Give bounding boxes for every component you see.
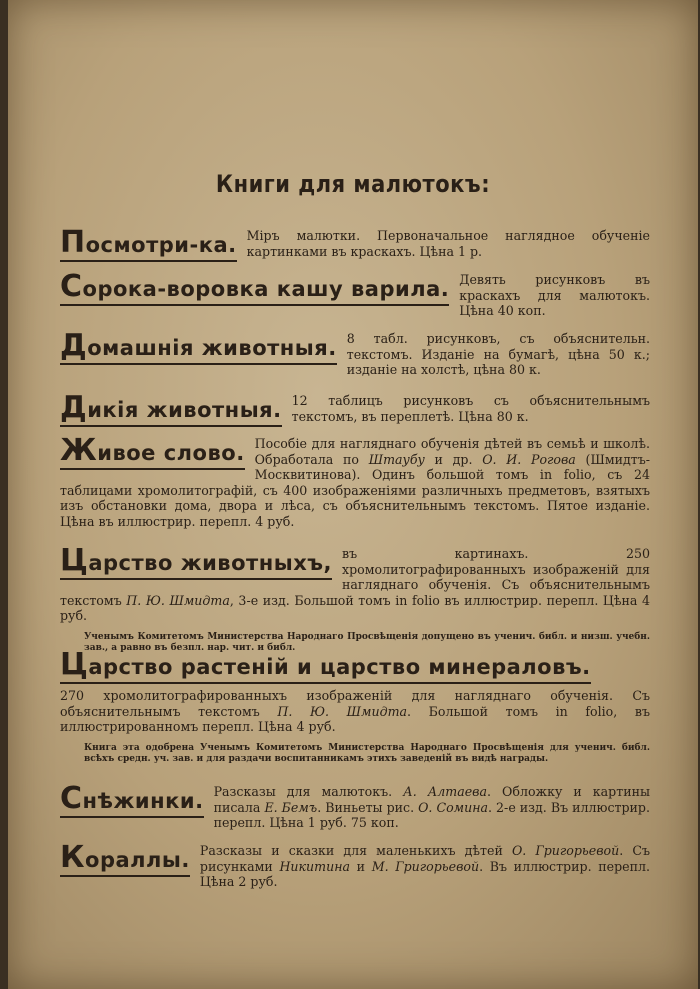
book-description: Разсказы для малютокъ. А. Алтаева. Обложку и картины писала Е. Бемъ. Виньеты рис. О. Сомина. 2-е изд. Въ иллюстрир. перепл. Цѣна 1 руб. 75 коп. [213, 784, 651, 831]
list-item [60, 328, 650, 378]
approval-note: Ученымъ Комитетомъ Министерства Народнаго Просвѣщенія допущено въ ученич. библ. и низш. учебн. зав., а равно въ безпл. нар. чит. и библ. [84, 631, 650, 654]
book-title: Дикія животныя. [60, 390, 282, 425]
author-name: О. Сомина [418, 799, 489, 815]
book-title: Живое слово. [60, 433, 245, 468]
book-description: 270 хромолитографированныхъ изображеній для нагляднаго обученія. Съ объяснительнымъ текстомъ П. Ю. Шмидта. Большой томъ in folio, въ иллюстрированномъ перепл. Цѣна 4 руб. [60, 688, 650, 735]
book-description: Пособіе для нагляднаго обученія дѣтей въ семьѣ и школѣ. Обработала по Штаубу и др. О. И. Роговa (Шмидтъ-Москвитинова). Одинъ большой томъ in folio, съ 24 таблицами хромолитографій, съ 400 изображеніями различныхъ предметовъ, взятыхъ изъ обстановки дома, двора и лѣса, съ объяснительнымъ текстомъ. Пятое изданіе. Цѣна въ иллюстрир. перепл. 4 руб. [60, 436, 650, 529]
book-title: Домашнія животныя. [60, 328, 337, 363]
list-item [60, 781, 651, 831]
book-description: Девять рисунковъ въ краскахъ для малютокъ. Цѣна 40 коп. [459, 272, 650, 319]
book-title: Посмотри-ка. [60, 225, 237, 260]
list-item [60, 647, 650, 766]
author-name: П. Ю. Шмидта [126, 592, 230, 608]
book-description: Разсказы и сказки для маленькихъ дѣтей О. Григорьевой. Съ рисунками Никитина и М. Григорьевой. Въ иллюстрир. перепл. Цѣна 2 руб. [199, 843, 651, 890]
list-item [60, 225, 650, 262]
book-description: Міръ малютки. Первоначальное наглядное обученіе картинками въ краскахъ. Цѣна 1 р. [246, 228, 650, 259]
book-page [8, 0, 698, 989]
author-name: О. Григорьевой [511, 843, 620, 858]
author-name: Никитина [279, 858, 351, 874]
list-item [60, 390, 650, 427]
list-item [60, 269, 650, 319]
list-item [60, 543, 650, 655]
list-item [60, 840, 651, 890]
author-name: М. Григорьевой [371, 858, 480, 874]
book-title: Кораллы. [60, 840, 190, 875]
author-name: О. И. Роговa [482, 451, 576, 467]
author-name: А. Алтаева [403, 784, 488, 799]
book-description: въ картинахъ. 250 хромолитографированныхъ изображеній для нагляднаго обученія. Съ объяснительнымъ текстомъ П. Ю. Шмидта, 3-е изд. Большой томъ in folio въ иллюстрир. перепл. Цѣна 4 руб. [60, 546, 650, 624]
list-item [60, 433, 650, 530]
book-title: Царство животныхъ, [60, 543, 332, 578]
book-description: 8 табл. рисунковъ, съ объяснительн. текстомъ. Изданіе на бумагѣ, цѣна 50 к.; изданіе на холстѣ, цѣна 80 к. [346, 331, 650, 378]
page-title: Книги для малютокъ: [215, 170, 491, 198]
author-name: Е. Бемъ [264, 799, 318, 815]
author-name: Штаубу [368, 451, 425, 467]
book-title: Царство растеній и царство минераловъ. [60, 647, 591, 682]
book-title: Снѣжинки. [60, 781, 204, 816]
author-name: П. Ю. Шмидта [277, 703, 408, 719]
book-title: Сорока-воровка кашу варила. [60, 269, 450, 304]
approval-note: Книга эта одобрена Ученымъ Комитетомъ Министерства Народнаго Просвѣщенія для ученич. библ. всѣхъ средн. уч. зав. и для раздачи воспитанникамъ этихъ заведеній въ видѣ награды. [84, 742, 650, 765]
book-description: 12 таблицъ рисунковъ съ объяснительнымъ текстомъ, въ переплетѣ. Цѣна 80 к. [291, 393, 650, 424]
